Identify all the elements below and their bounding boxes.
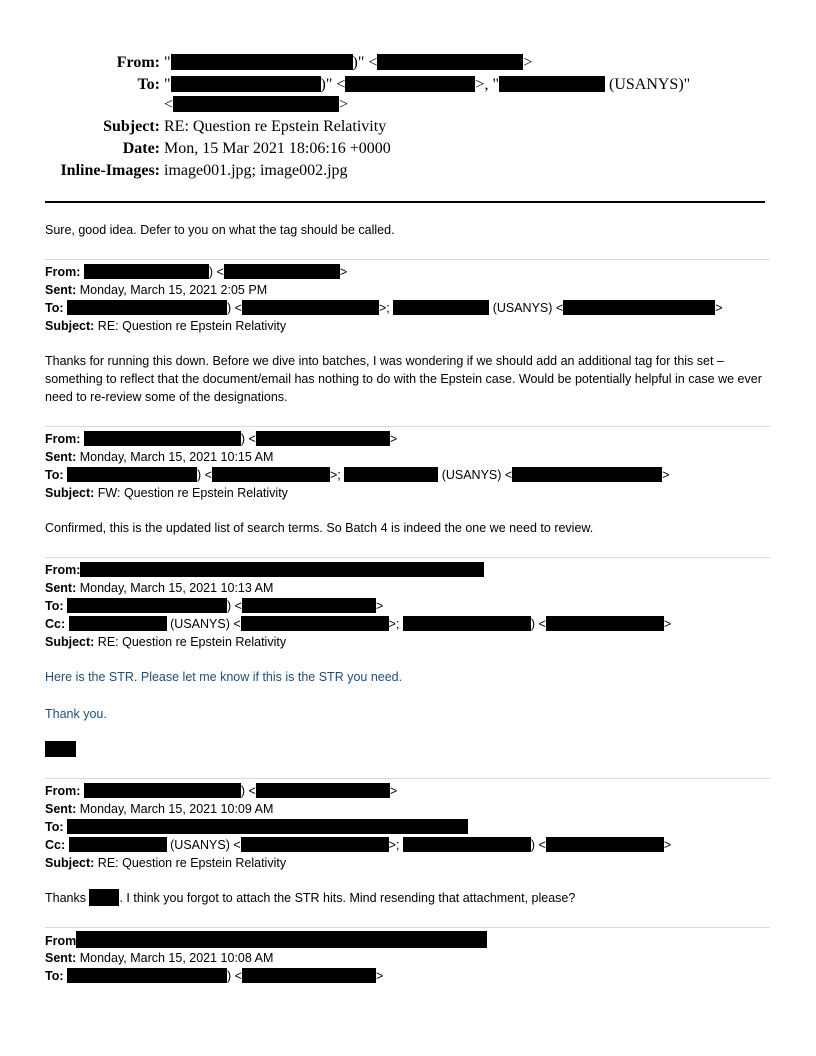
msg4-sent-row: Sent: Monday, March 15, 2021 10:13 AM xyxy=(45,581,274,595)
msg5-subject-row: Subject: RE: Question re Epstein Relativity xyxy=(45,856,287,870)
redaction xyxy=(563,300,715,315)
redaction xyxy=(84,431,241,446)
msg4-body-line1: Here is the STR. Please let me know if this is the STR you need. xyxy=(45,670,403,684)
msg2-from-row: From: ) < > xyxy=(45,265,348,279)
msg6-from-row: From xyxy=(45,931,487,950)
redaction xyxy=(393,300,489,315)
message-separator xyxy=(45,557,770,558)
header-date-label: Date: xyxy=(122,140,160,157)
redaction xyxy=(377,54,523,70)
message-separator xyxy=(45,259,770,260)
msg3-from-row: From: ) < > xyxy=(45,432,398,446)
redaction xyxy=(80,562,484,577)
header-divider xyxy=(45,201,765,203)
redaction xyxy=(171,76,321,92)
reply-body: Sure, good idea. Defer to you on what the tag should be called. xyxy=(45,223,395,237)
header-subject-label: Subject: xyxy=(103,118,160,135)
msg2-sent-row: Sent: Monday, March 15, 2021 2:05 PM xyxy=(45,283,268,297)
redaction xyxy=(84,264,209,279)
msg3-subject-row: Subject: FW: Question re Epstein Relativity xyxy=(45,486,288,500)
header-date-value: Mon, 15 Mar 2021 18:06:16 +0000 xyxy=(164,140,391,157)
header-to-label: To: xyxy=(137,76,160,93)
msg2-body: Thanks for running this down. Before we dive into batches, I was wondering if we should add an additional tag for this set – something to reflect that the document/email has nothing to do with the Epstein case. Would be potentially helpful in case we ever need to re-review some of the designations. xyxy=(45,354,762,404)
msg4-cc-row: Cc: (USANYS) < >; ) < > xyxy=(45,617,672,631)
redaction xyxy=(242,968,376,983)
redaction xyxy=(546,837,664,852)
redaction xyxy=(242,598,376,613)
redaction xyxy=(256,783,390,798)
msg4-body-line2: Thank you. xyxy=(45,707,107,721)
header-inline-images-label: Inline-Images: xyxy=(60,162,160,179)
redaction xyxy=(84,783,241,798)
redaction xyxy=(67,300,227,315)
redaction xyxy=(173,96,339,112)
msg5-from-row: From: ) < > xyxy=(45,784,398,798)
signature-redaction xyxy=(45,741,76,757)
header-subject-value: RE: Question re Epstein Relativity xyxy=(164,118,387,135)
msg4-from-row: From: xyxy=(45,561,484,579)
redaction xyxy=(345,76,475,92)
redaction xyxy=(241,616,389,631)
msg6-sent-row: Sent: Monday, March 15, 2021 10:08 AM xyxy=(45,951,274,965)
redaction xyxy=(224,264,340,279)
msg5-to-row: To: xyxy=(45,818,468,836)
message-separator xyxy=(45,778,770,779)
message-separator xyxy=(45,927,770,928)
redaction xyxy=(67,819,468,834)
redaction xyxy=(171,54,353,70)
redaction xyxy=(89,889,119,906)
redaction xyxy=(403,837,531,852)
redaction xyxy=(242,300,379,315)
redaction xyxy=(67,598,227,613)
msg2-subject-row: Subject: RE: Question re Epstein Relativity xyxy=(45,319,287,333)
msg3-body: Confirmed, this is the updated list of search terms. So Batch 4 is indeed the one we need to review. xyxy=(45,521,594,535)
msg6-to-row: To: ) < > xyxy=(45,969,384,983)
redaction xyxy=(69,616,167,631)
header-inline-images-value: image001.jpg; image002.jpg xyxy=(164,162,348,179)
redaction xyxy=(241,837,389,852)
message-separator xyxy=(45,426,770,427)
msg2-to-row: To: ) < >; (USANYS) < > xyxy=(45,301,723,315)
redaction xyxy=(499,76,605,92)
header-from-label: From: xyxy=(116,54,160,71)
msg4-subject-row: Subject: RE: Question re Epstein Relativity xyxy=(45,635,287,649)
redaction xyxy=(256,431,390,446)
msg4-to-row: To: ) < > xyxy=(45,599,384,613)
redaction xyxy=(69,837,167,852)
msg5-body: Thanks . I think you forgot to attach the STR hits. Mind resending that attachment, please? xyxy=(45,891,576,905)
redaction xyxy=(546,616,664,631)
redaction xyxy=(403,616,531,631)
redaction xyxy=(344,467,438,482)
redaction xyxy=(212,467,330,482)
redaction xyxy=(67,968,227,983)
redaction xyxy=(512,467,662,482)
msg3-sent-row: Sent: Monday, March 15, 2021 10:15 AM xyxy=(45,450,274,464)
msg5-cc-row: Cc: (USANYS) < >; ) < > xyxy=(45,838,672,852)
redaction xyxy=(76,931,487,948)
msg5-sent-row: Sent: Monday, March 15, 2021 10:09 AM xyxy=(45,802,274,816)
redaction xyxy=(67,467,197,482)
msg3-to-row: To: ) < >; (USANYS) < > xyxy=(45,468,670,482)
